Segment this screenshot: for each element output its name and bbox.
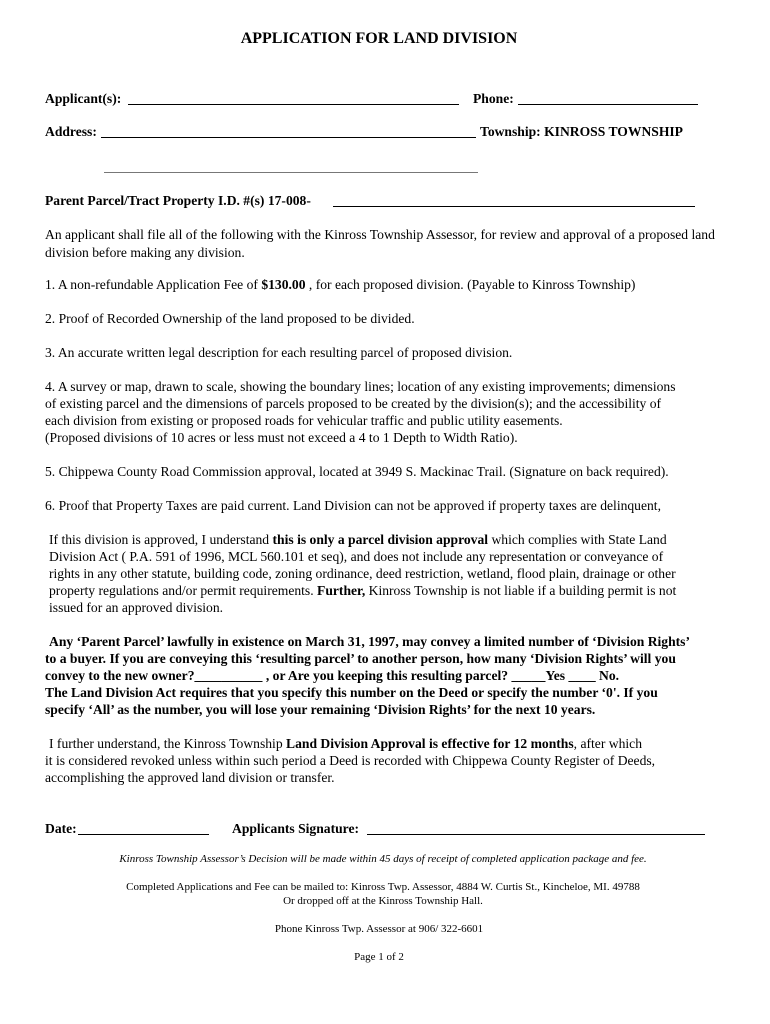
assessor-decision-note: Kinross Township Assessor’s Decision will be made within 45 days of receipt of completed application package and fee. xyxy=(119,853,647,865)
effective-line-3: accomplishing the approved land division or transfer. xyxy=(45,770,335,785)
approval-line-5: issued for an approved division. xyxy=(49,600,224,615)
phone-field[interactable] xyxy=(518,104,698,105)
dropoff-note: Or dropped off at the Kinross Township Hall. xyxy=(283,895,483,907)
date-label: Date: xyxy=(45,821,77,836)
address-field[interactable] xyxy=(101,137,476,138)
item-5: 5. Chippewa County Road Commission approval, located at 3949 S. Mackinac Trail. (Signature on back required). xyxy=(45,464,669,479)
signature-field[interactable] xyxy=(367,834,705,835)
approval-line-2: Division Act ( P.A. 591 of 1996, MCL 560.101 et seq), and does not include any representation or conveyance of xyxy=(49,549,664,564)
item-6: 6. Proof that Property Taxes are paid current. Land Division can not be approved if property taxes are delinquent, xyxy=(45,498,661,513)
rights-line-3[interactable]: convey to the new owner?__________ , or Are you keeping this resulting parcel? _____Yes ____ No. xyxy=(45,668,620,683)
approval-line-3: rights in any other statute, building code, zoning ordinance, deed restriction, wetland, flood plain, drainage or other xyxy=(49,566,676,581)
applicant-field[interactable] xyxy=(128,104,459,105)
parcel-id-label: Parent Parcel/Tract Property I.D. #(s) 17-008- xyxy=(45,193,311,208)
address-label: Address: xyxy=(45,124,97,139)
parcel-id-field[interactable] xyxy=(333,206,695,207)
signature-label: Applicants Signature: xyxy=(232,821,360,836)
item-3: 3. An accurate written legal description for each resulting parcel of proposed division. xyxy=(45,345,513,360)
mailing-address: Completed Applications and Fee can be mailed to: Kinross Twp. Assessor, 4884 W. Curtis St., Kincheloe, MI. 49788 xyxy=(126,881,640,893)
rights-line-1: Any ‘Parent Parcel’ lawfully in existence on March 31, 1997, may convey a limited number of ‘Division Rights’ xyxy=(49,634,690,649)
rights-line-4: The Land Division Act requires that you specify this number on the Deed or specify the number ‘0'. If you xyxy=(45,685,658,700)
item-2: 2. Proof of Recorded Ownership of the land proposed to be divided. xyxy=(45,311,415,326)
phone-label: Phone: xyxy=(473,91,514,106)
effective-line-2: it is considered revoked unless within such period a Deed is recorded with Chippewa County Register of Deeds, xyxy=(45,753,656,768)
item-4-line-1: 4. A survey or map, drawn to scale, showing the boundary lines; location of any existing improvements; dimensions xyxy=(45,379,676,394)
item-4-line-2: of existing parcel and the dimensions of parcels proposed to be created by the division(s); and the accessibility of xyxy=(45,396,662,411)
rights-line-5: specify ‘All’ as the number, you will lose your remaining ‘Division Rights’ for the next 10 years. xyxy=(45,702,596,717)
date-field[interactable] xyxy=(78,834,209,835)
rights-line-2: to a buyer. If you are conveying this ‘resulting parcel’ to another person, how many ‘Division Rights’ will you xyxy=(45,651,676,666)
applicant-label: Applicant(s): xyxy=(45,91,122,106)
page-number: Page 1 of 2 xyxy=(354,951,404,963)
approval-line-4: property regulations and/or permit requirements. Further, Kinross Township is not liable if a building permit is not xyxy=(49,583,677,598)
page-title: APPLICATION FOR LAND DIVISION xyxy=(240,30,518,47)
application-fee: $130.00 xyxy=(261,277,306,292)
address-field-line-2[interactable] xyxy=(104,172,478,173)
township-label: Township: KINROSS TOWNSHIP xyxy=(480,124,683,139)
approval-line-1: If this division is approved, I understand this is only a parcel division approval which complies with State Land xyxy=(49,532,667,547)
item-4-line-4: (Proposed divisions of 10 acres or less must not exceed a 4 to 1 Depth to Width Ratio). xyxy=(45,430,518,445)
assessor-phone: Phone Kinross Twp. Assessor at 906/ 322-6601 xyxy=(274,923,484,935)
item-1: 1. A non-refundable Application Fee of $130.00 , for each proposed division. (Payable to Kinross Township) xyxy=(45,277,636,292)
item-4-line-3: each division from existing or proposed roads for vehicular traffic and public utility easements. xyxy=(45,413,563,428)
effective-line-1: I further understand, the Kinross Township Land Division Approval is effective for 12 months, after which xyxy=(49,736,642,751)
intro-text: An applicant shall file all of the following with the Kinross Township Assessor, for review and approval of a proposed land division before making any division. xyxy=(45,227,715,260)
